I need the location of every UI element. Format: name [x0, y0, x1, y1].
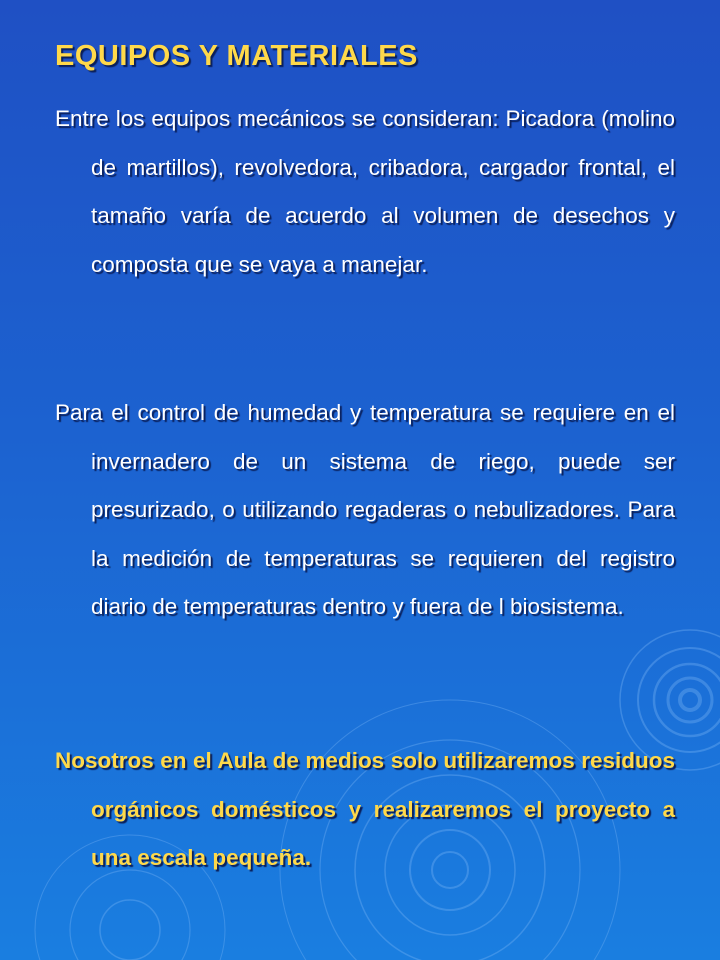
slide-title: EQUIPOS Y MATERIALES	[55, 40, 418, 72]
paragraph-classroom-note: Nosotros en el Aula de medios solo utilizaremos residuos orgánicos domésticos y realizaremos el proyecto a una escala pequeña.	[55, 748, 675, 870]
paragraph-equipment: Entre los equipos mecánicos se consideran: Picadora (molino de martillos), revolvedora, cribadora, cargador frontal, el tamaño varía de acuerdo al volumen de desechos y composta que se vaya a manejar.	[55, 106, 675, 277]
paragraph-humidity-temperature: Para el control de humedad y temperatura se requiere en el invernadero de un sistema de riego, puede ser presurizado, o utilizando regaderas o nebulizadores. Para la medición de temperaturas se requieren del registro diario de temperaturas dentro y fuera de l biosistema.	[55, 400, 675, 619]
